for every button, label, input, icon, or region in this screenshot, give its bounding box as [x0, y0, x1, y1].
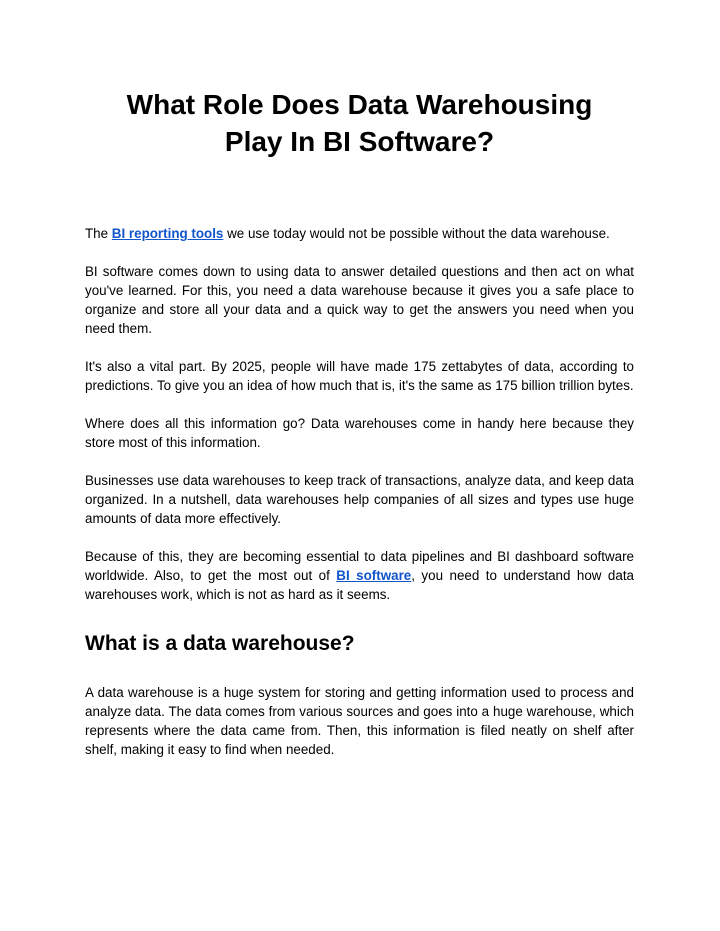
page-title-line-1: What Role Does Data Warehousing — [126, 89, 593, 120]
paragraph-text-before: Because of this, they are becoming essential to data pipelines and BI dashboard software worldwide. Also, to get the most out of — [85, 549, 634, 583]
intro-text-after: we use today would not be possible without the data warehouse. — [223, 226, 610, 241]
paragraph-zettabytes: It's also a vital part. By 2025, people will have made 175 zettabytes of data, according to predictions. To give you an idea of how much that is, it's the same as 175 billion trillion bytes. — [85, 359, 634, 393]
paragraph-businesses: Businesses use data warehouses to keep track of transactions, analyze data, and keep data organized. In a nutshell, data warehouses help companies of all sizes and types use huge amounts of data more effectively. — [85, 473, 634, 526]
intro-paragraph — [85, 224, 634, 243]
section-heading: What is a data warehouse? — [85, 632, 355, 655]
intro-text-before: The — [85, 226, 112, 241]
paragraph-text-after: , you need to understand how data warehouses work, which is not as hard as it seems. — [85, 568, 634, 602]
page-title — [85, 0, 634, 160]
bi-reporting-tools-link[interactable]: BI reporting tools — [111, 226, 224, 241]
bi-software-link[interactable]: BI software — [336, 568, 412, 583]
paragraph-where-information-goes: Where does all this information go? Data warehouses come in handy here because they store most of this information. — [85, 416, 634, 450]
paragraph-definition: A data warehouse is a huge system for storing and getting information used to process and analyze data. The data comes from various sources and goes into a huge warehouse, which represents where the data came from. Then, this information is filed neatly on shelf after shelf, making it easy to find when needed. — [85, 685, 634, 757]
page-title-line-2: Play In BI Software? — [224, 126, 495, 157]
paragraph-bi-software: BI software comes down to using data to answer detailed questions and then act on what you've learned. For this, you need a data warehouse because it gives you a safe place to organize and store all your data and a quick way to get the answers you need when you need them. — [85, 264, 634, 336]
paragraph-because-of-this — [85, 547, 634, 604]
